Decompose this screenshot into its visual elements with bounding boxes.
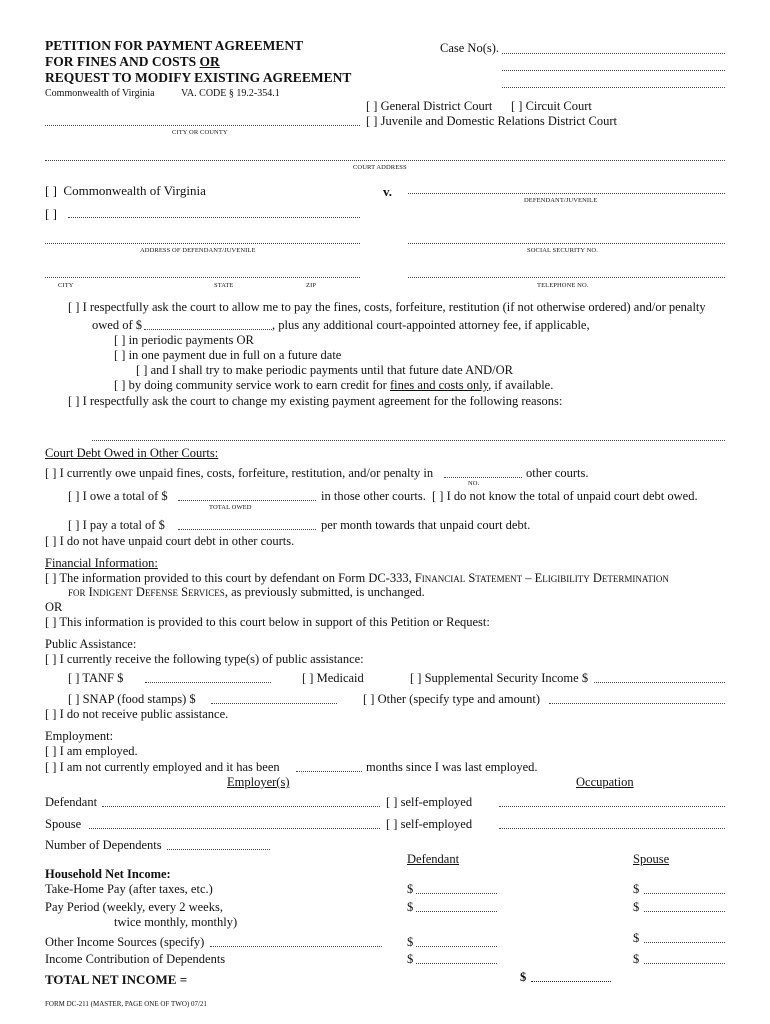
receive-assistance-checkbox[interactable]: [ ] I currently receive the following type(s) of public assistance: [45, 652, 364, 666]
defendant-self-employed-checkbox[interactable]: [ ] self-employed [386, 795, 473, 809]
dollar-sign: $ [633, 931, 640, 945]
spouse-self-employed-checkbox[interactable]: [ ] self-employed [386, 817, 473, 831]
total-net-income-field[interactable] [531, 981, 611, 982]
spouse-contribution-field[interactable] [644, 963, 725, 964]
dollar-sign: $ [407, 935, 414, 949]
other-party-field[interactable] [68, 217, 360, 218]
total-owed-caption: TOTAL OWED [209, 504, 252, 511]
court-debt-heading: Court Debt Owed in Other Courts: [45, 446, 219, 460]
per-month-text: per month towards that unpaid court debt. [321, 518, 531, 532]
ssi-amount-field[interactable] [594, 682, 725, 683]
commonwealth-party[interactable]: [ ] Commonwealth of Virginia [45, 183, 206, 198]
snap-amount-field[interactable] [211, 703, 337, 704]
months-unemployed-field[interactable] [296, 771, 362, 772]
months-since-text: months since I was last employed. [366, 760, 538, 774]
owe-other-courts-checkbox[interactable]: [ ] I currently owe unpaid fines, costs, forfeiture, restitution, and/or penalty in [45, 466, 434, 480]
info-provided-checkbox[interactable]: [ ] This information is provided to this court below in support of this Petition or Request: [45, 615, 490, 629]
dollar-sign: $ [520, 970, 527, 984]
not-employed-checkbox[interactable]: [ ] I am not currently employed and it has been [45, 760, 280, 774]
telephone-caption: TELEPHONE NO. [537, 282, 589, 289]
tanf-checkbox[interactable]: [ ] TANF $ [68, 671, 124, 685]
case-no-label: Case No(s). [440, 41, 500, 55]
city-caption: CITY [58, 282, 74, 289]
or-label: OR [45, 600, 63, 614]
commonwealth-label: Commonwealth of Virginia [45, 88, 155, 99]
dollar-sign: $ [633, 900, 640, 914]
address-caption: ADDRESS OF DEFENDANT/JUVENILE [140, 247, 256, 254]
number-of-courts-field[interactable] [444, 477, 522, 478]
medicaid-checkbox[interactable]: [ ] Medicaid [302, 671, 364, 685]
ssn-field[interactable] [408, 243, 725, 244]
public-assistance-heading: Public Assistance: [45, 637, 137, 651]
jdr-court-checkbox[interactable]: [ ] Juvenile and Domestic Relations District Court [366, 114, 617, 128]
defendant-contribution-field[interactable] [416, 963, 497, 964]
spouse-occupation-field[interactable] [499, 828, 725, 829]
take-home-label: Take-Home Pay (after taxes, etc.) [45, 882, 213, 896]
form-title-line1: PETITION FOR PAYMENT AGREEMENT [45, 38, 304, 53]
spouse-employer-field[interactable] [89, 828, 380, 829]
va-code-label: VA. CODE § 19.2-354.1 [181, 88, 280, 99]
form-title-line3: REQUEST TO MODIFY EXISTING AGREEMENT [45, 70, 352, 85]
defendant-employer-label: Defendant [45, 795, 98, 809]
dollar-sign: $ [633, 882, 640, 896]
monthly-payment-field[interactable] [178, 529, 316, 530]
other-assistance-checkbox[interactable]: [ ] Other (specify type and amount) [363, 692, 541, 706]
circuit-court-checkbox[interactable]: [ ] Circuit Court [511, 99, 592, 113]
info-unchanged-checkbox[interactable]: [ ] The information provided to this court by defendant on Form DC-333, Financial Statement – Eligibility Determination [45, 571, 669, 585]
city-state-zip-field[interactable] [45, 277, 360, 278]
other-income-label: Other Income Sources (specify) [45, 935, 205, 949]
payment-request-checkbox[interactable]: [ ] I respectfully ask the court to allow me to pay the fines, costs, forfeiture, restitution (if not otherwise ordered) and/or penalty [68, 300, 706, 314]
zip-caption: ZIP [306, 282, 317, 289]
spouse-takehome-field[interactable] [644, 893, 725, 894]
form-footer: FORM DC-211 (MASTER, PAGE ONE OF TWO) 07/21 [45, 1000, 207, 1008]
change-agreement-checkbox[interactable]: [ ] I respectfully ask the court to change my existing payment agreement for the following reasons: [68, 394, 563, 408]
financial-heading: Financial Information: [45, 556, 158, 570]
city-county-field[interactable] [45, 125, 360, 126]
owed-amount-field[interactable] [144, 329, 272, 330]
dependents-contribution-label: Income Contribution of Dependents [45, 952, 226, 966]
spouse-pay-period-field[interactable] [644, 911, 725, 912]
total-net-income-label: TOTAL NET INCOME = [45, 972, 188, 987]
dont-know-total-checkbox[interactable]: [ ] I do not know the total of unpaid court debt owed. [432, 489, 698, 503]
case-no-field-3[interactable] [502, 87, 725, 88]
case-no-field-1[interactable] [502, 53, 725, 54]
try-periodic-checkbox[interactable]: [ ] and I shall try to make periodic payments until that future date AND/OR [136, 363, 513, 377]
defendant-caption: DEFENDANT/JUVENILE [524, 197, 598, 204]
total-owed-field[interactable] [178, 500, 316, 501]
defendant-other-income-field[interactable] [416, 946, 497, 947]
defendant-employer-field[interactable] [102, 806, 380, 807]
dollar-sign: $ [407, 952, 414, 966]
snap-checkbox[interactable]: [ ] SNAP (food stamps) $ [68, 692, 196, 706]
tanf-amount-field[interactable] [145, 682, 271, 683]
city-county-caption: CITY OR COUNTY [172, 129, 228, 136]
defendant-pay-period-field[interactable] [416, 911, 497, 912]
form-title-line2: FOR FINES AND COSTS OR [45, 54, 220, 69]
case-no-field-2[interactable] [502, 70, 725, 71]
ssn-caption: SOCIAL SECURITY NO. [527, 247, 598, 254]
pay-period-label: Pay Period (weekly, every 2 weeks, [45, 900, 223, 914]
dependents-label: Number of Dependents [45, 838, 162, 852]
other-courts-text: other courts. [526, 466, 589, 480]
dollar-sign: $ [407, 900, 414, 914]
no-caption: NO. [468, 480, 480, 487]
defendant-name-field[interactable] [408, 193, 725, 194]
no-other-debt-checkbox[interactable]: [ ] I do not have unpaid court debt in other courts. [45, 534, 295, 548]
household-income-heading: Household Net Income: [45, 867, 171, 881]
reasons-field[interactable] [92, 440, 725, 441]
court-address-caption: COURT ADDRESS [353, 164, 407, 171]
periodic-payments-checkbox[interactable]: [ ] in periodic payments OR [114, 333, 254, 347]
state-caption: STATE [214, 282, 234, 289]
versus-label: v. [383, 184, 393, 199]
other-income-specify-field[interactable] [210, 946, 382, 947]
defendant-occupation-field[interactable] [499, 806, 725, 807]
other-party-checkbox[interactable]: [ ] [45, 206, 57, 221]
other-assistance-field[interactable] [549, 703, 725, 704]
employed-checkbox[interactable]: [ ] I am employed. [45, 744, 138, 758]
occupation-heading: Occupation [576, 775, 634, 789]
pay-period-label-2: twice monthly, monthly) [114, 915, 238, 929]
telephone-field[interactable] [408, 277, 725, 278]
dollar-sign: $ [633, 952, 640, 966]
spouse-other-income-field[interactable] [644, 942, 725, 943]
income-defendant-column: Defendant [407, 852, 460, 866]
owe-total-checkbox[interactable]: [ ] I owe a total of $ [68, 489, 168, 503]
general-district-court-checkbox[interactable]: [ ] General District Court [366, 99, 493, 113]
court-address-field[interactable] [45, 160, 725, 161]
owed-label: owed of $ [92, 318, 142, 332]
attorney-fee-text: , plus any additional court-appointed attorney fee, if applicable, [272, 318, 590, 332]
spouse-employer-label: Spouse [45, 817, 82, 831]
dependents-field[interactable] [167, 849, 270, 850]
one-payment-checkbox[interactable]: [ ] in one payment due in full on a future date [114, 348, 342, 362]
pay-total-checkbox[interactable]: [ ] I pay a total of $ [68, 518, 165, 532]
ssi-checkbox[interactable]: [ ] Supplemental Security Income $ [410, 671, 589, 685]
employers-heading: Employer(s) [227, 775, 290, 789]
community-service-checkbox[interactable]: [ ] by doing community service work to earn credit for fines and costs only, if available. [114, 378, 554, 392]
defendant-address-field[interactable] [45, 243, 360, 244]
employment-heading: Employment: [45, 729, 114, 743]
income-spouse-column: Spouse [633, 852, 670, 866]
no-assistance-checkbox[interactable]: [ ] I do not receive public assistance. [45, 707, 229, 721]
indigent-services-text: for Indigent Defense Services, as previously submitted, is unchanged. [68, 585, 425, 599]
dollar-sign: $ [407, 882, 414, 896]
in-other-courts-text: in those other courts. [321, 489, 426, 503]
defendant-takehome-field[interactable] [416, 893, 497, 894]
